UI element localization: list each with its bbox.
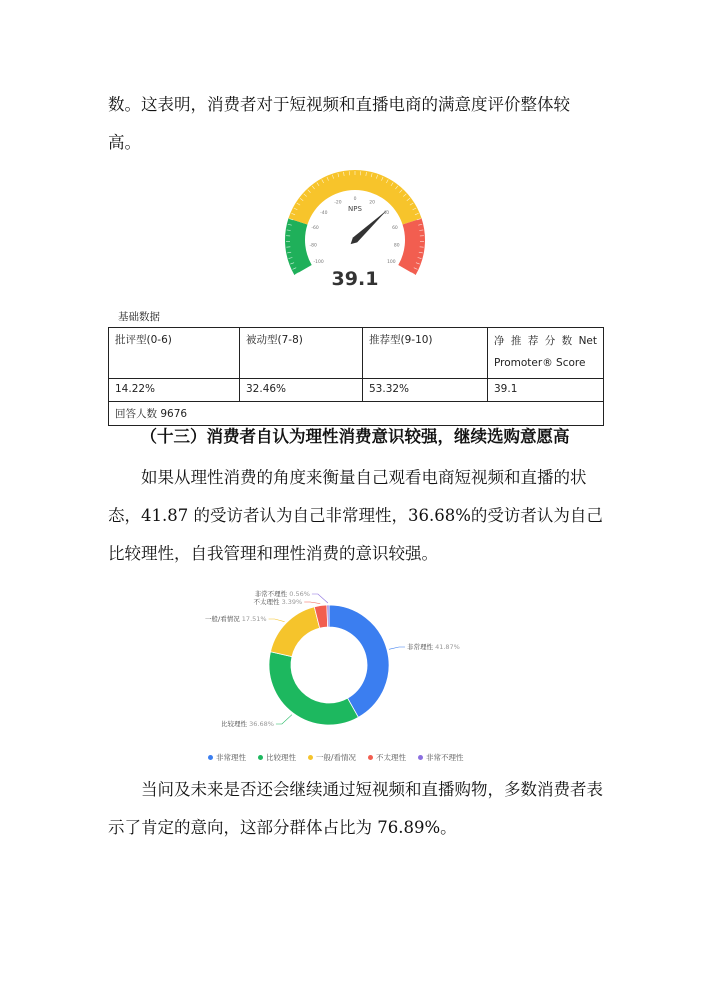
- legend-label: 不太理性: [376, 753, 407, 762]
- label-leader-line: [389, 647, 405, 649]
- paragraph-1: [108, 86, 608, 162]
- table-header-cell: 批评型(0-6): [109, 328, 240, 379]
- table-row: [109, 379, 604, 402]
- legend-item: [258, 752, 296, 763]
- table-cell: 32.46%: [240, 379, 363, 402]
- donut-data-label: 不太理性 3.39%: [253, 598, 303, 606]
- gauge-tick-label: 20: [369, 200, 375, 206]
- gauge-value: 39.1: [331, 268, 379, 290]
- table-row: [109, 328, 604, 379]
- donut-slice: [329, 605, 389, 717]
- paragraph-1-line-2: 高。: [108, 133, 141, 152]
- paragraph-3: 当问及未来是否还会继续通过短视频和直播购物，多数消费者表示了肯定的意向，这部分群体占比为 76.89%。: [108, 780, 603, 837]
- legend-label: 非常不理性: [426, 753, 464, 762]
- paragraph-1-line-1: 数。这表明，消费者对于短视频和直播电商的满意度评价整体较: [108, 95, 570, 114]
- label-leader-line: [276, 715, 292, 724]
- nps-gauge: [270, 162, 440, 294]
- legend-label: 比较理性: [266, 753, 296, 762]
- label-leader-line: [312, 594, 328, 603]
- legend-item: [418, 752, 464, 763]
- gauge-tick-label: 0: [353, 197, 357, 202]
- legend-swatch: [418, 755, 423, 760]
- gauge-needle: [351, 210, 388, 244]
- legend-swatch: [208, 755, 213, 760]
- gauge-tick-label: -20: [334, 200, 342, 206]
- legend-item: [308, 752, 356, 763]
- table-title: 基础数据: [118, 311, 160, 323]
- legend-item: [208, 752, 246, 763]
- donut-slice: [270, 607, 319, 657]
- gauge-tick-label: 80: [393, 243, 400, 249]
- gauge-tick-label: -100: [313, 260, 324, 265]
- section-heading: （十三）消费者自认为理性消费意识较强，继续选购意愿高: [140, 427, 570, 446]
- gauge-tick-label: -80: [309, 243, 317, 249]
- legend-item: [368, 752, 406, 763]
- legend-swatch: [258, 755, 263, 760]
- legend-label: 一般/看情况: [316, 753, 357, 762]
- table-header-cell: 推荐型(9-10): [363, 328, 488, 379]
- rationality-donut-chart: [190, 585, 510, 745]
- table-header-cell: 被动型(7-8): [240, 328, 363, 379]
- table-header-cell: 净 推 荐 分 数 Net Promoter® Score: [488, 328, 604, 379]
- gauge-tick-label: 100: [387, 260, 396, 265]
- gauge-label: NPS: [348, 205, 362, 213]
- table-cell: 53.32%: [363, 379, 488, 402]
- gauge-tick-label: -60: [311, 226, 319, 232]
- donut-data-label: 一般/看情况 17.51%: [205, 615, 267, 623]
- donut-data-label: 比较理性 36.68%: [221, 720, 274, 728]
- donut-data-label: 非常理性 41.87%: [406, 643, 460, 651]
- needle-shape: [351, 210, 388, 244]
- table-row: [109, 402, 604, 426]
- gauge-tick-label: 60: [392, 226, 398, 232]
- table-cell: 39.1: [488, 379, 604, 402]
- donut-data-label: 非常不理性 0.56%: [254, 590, 310, 598]
- donut-slice: [269, 652, 358, 725]
- gauge-tick-label: 40: [383, 210, 390, 216]
- table-cell: 14.22%: [109, 379, 240, 402]
- label-leader-line: [269, 619, 285, 622]
- legend-swatch: [308, 755, 313, 760]
- table-footer-cell: 回答人数 9676: [109, 402, 604, 426]
- legend-swatch: [368, 755, 373, 760]
- paragraph-2: 如果从理性消费的角度来衡量自己观看电商短视频和直播的状态，41.87 的受访者认为自己非常理性，36.68%的受访者认为自己比较理性，自我管理和理性消费的意识较强。: [108, 468, 603, 563]
- donut-slice: [327, 605, 329, 627]
- gauge-tick-label: -40: [320, 210, 328, 216]
- label-leader-line: [304, 602, 320, 604]
- chart-legend: [208, 752, 498, 763]
- basic-data-table: [108, 327, 604, 426]
- legend-label: 非常理性: [216, 753, 246, 762]
